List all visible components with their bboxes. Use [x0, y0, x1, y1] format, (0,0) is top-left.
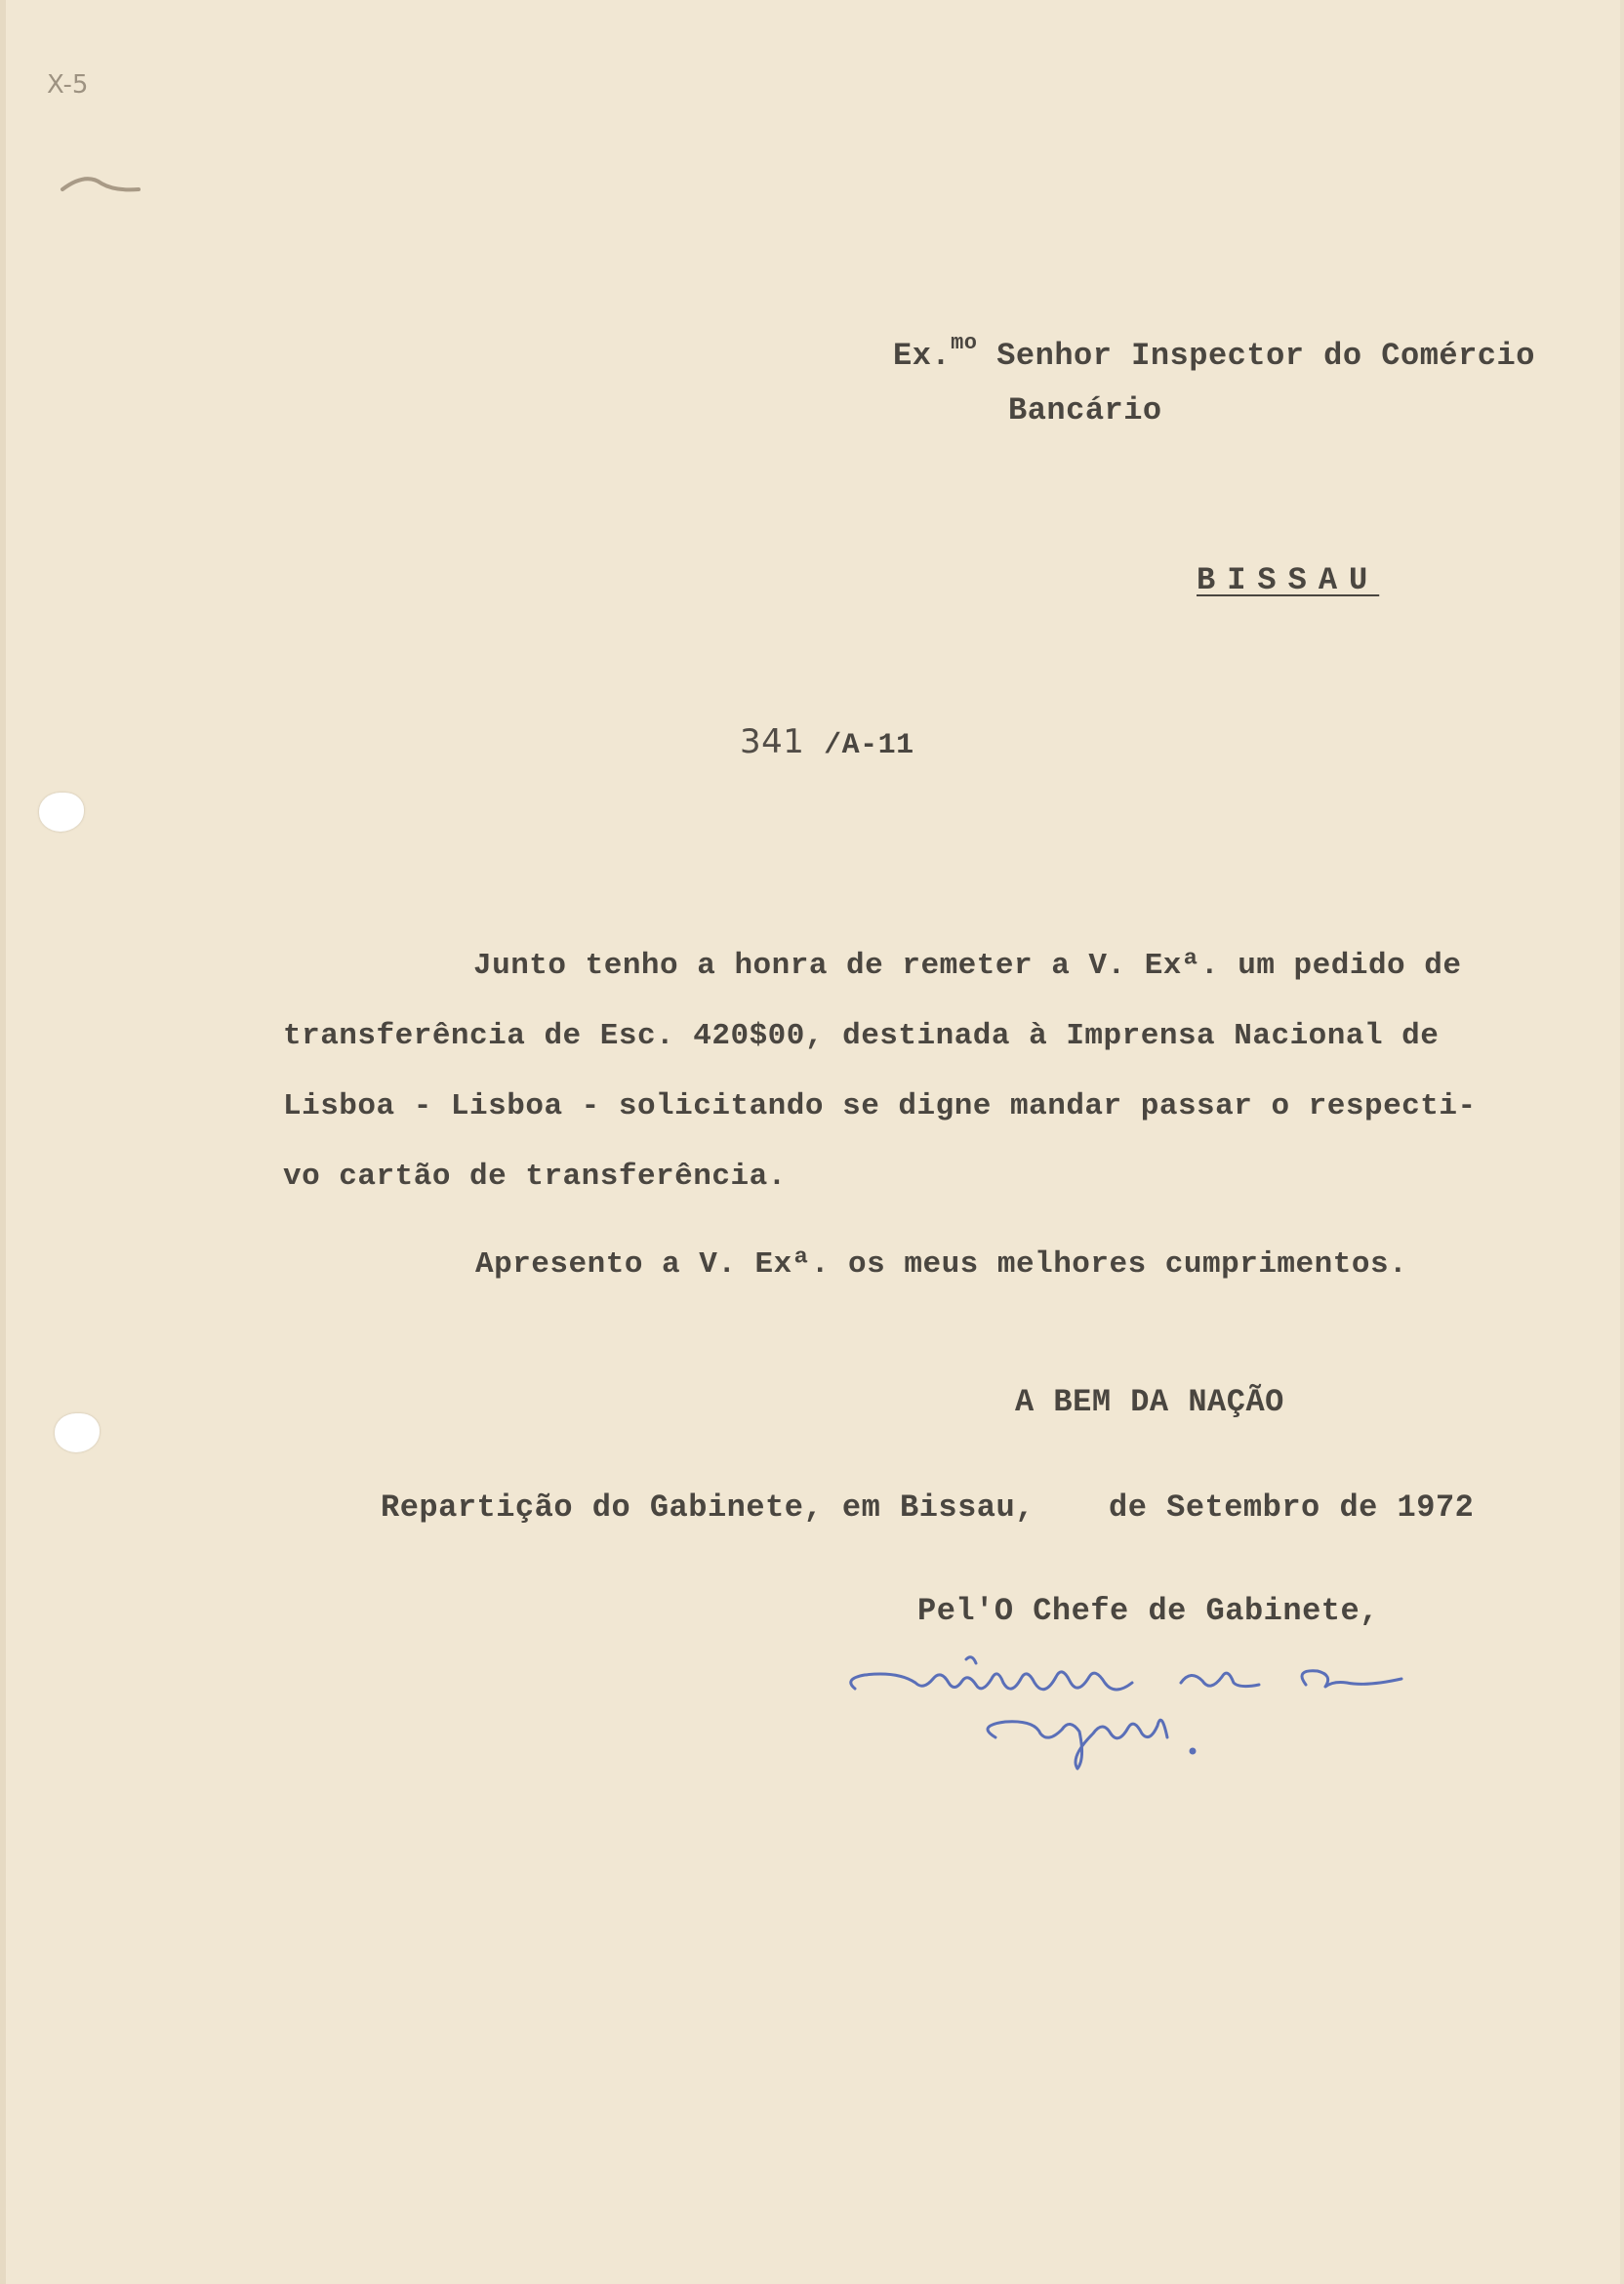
punch-hole-bottom	[55, 1413, 100, 1452]
punch-hole-top	[39, 793, 84, 832]
address-superscript: mo	[951, 331, 978, 355]
reference-number	[740, 722, 914, 762]
signatory-line: Pel'O Chefe de Gabinete,	[917, 1593, 1379, 1629]
place-date-right: de Setembro de 1972	[1109, 1489, 1475, 1526]
paper-edge-left	[0, 0, 6, 2284]
body-line-1: Junto tenho a honra de remeter a V. Exª. um pedido de	[473, 949, 1462, 983]
address-prefix: Ex.	[893, 338, 952, 374]
reference-handwritten: 341	[740, 722, 805, 761]
body-line-4: vo cartão de transferência.	[283, 1160, 787, 1194]
motto: A BEM DA NAÇÃO	[1015, 1384, 1284, 1420]
closing-line: Apresento a V. Exª. os meus melhores cumprimentos.	[475, 1247, 1408, 1282]
body-line-2: transferência de Esc. 420$00, destinada à Imprensa Nacional de	[283, 1019, 1440, 1053]
handwritten-signature	[839, 1650, 1474, 1786]
address-line-1	[893, 331, 1535, 374]
address-city: BISSAU	[1197, 562, 1380, 598]
reference-typed: /A-11	[824, 729, 914, 762]
address-line-2: Bancário	[1008, 392, 1162, 428]
margin-mark	[57, 168, 144, 197]
body-line-3: Lisboa - Lisboa - solicitando se digne mandar passar o respecti-	[283, 1089, 1477, 1123]
margin-note: X-5	[47, 70, 89, 100]
address-recipient: Senhor Inspector do Comércio	[996, 338, 1535, 374]
place-date-left: Repartição do Gabinete, em Bissau,	[381, 1489, 1035, 1526]
paper-edge-right	[1620, 0, 1624, 2284]
